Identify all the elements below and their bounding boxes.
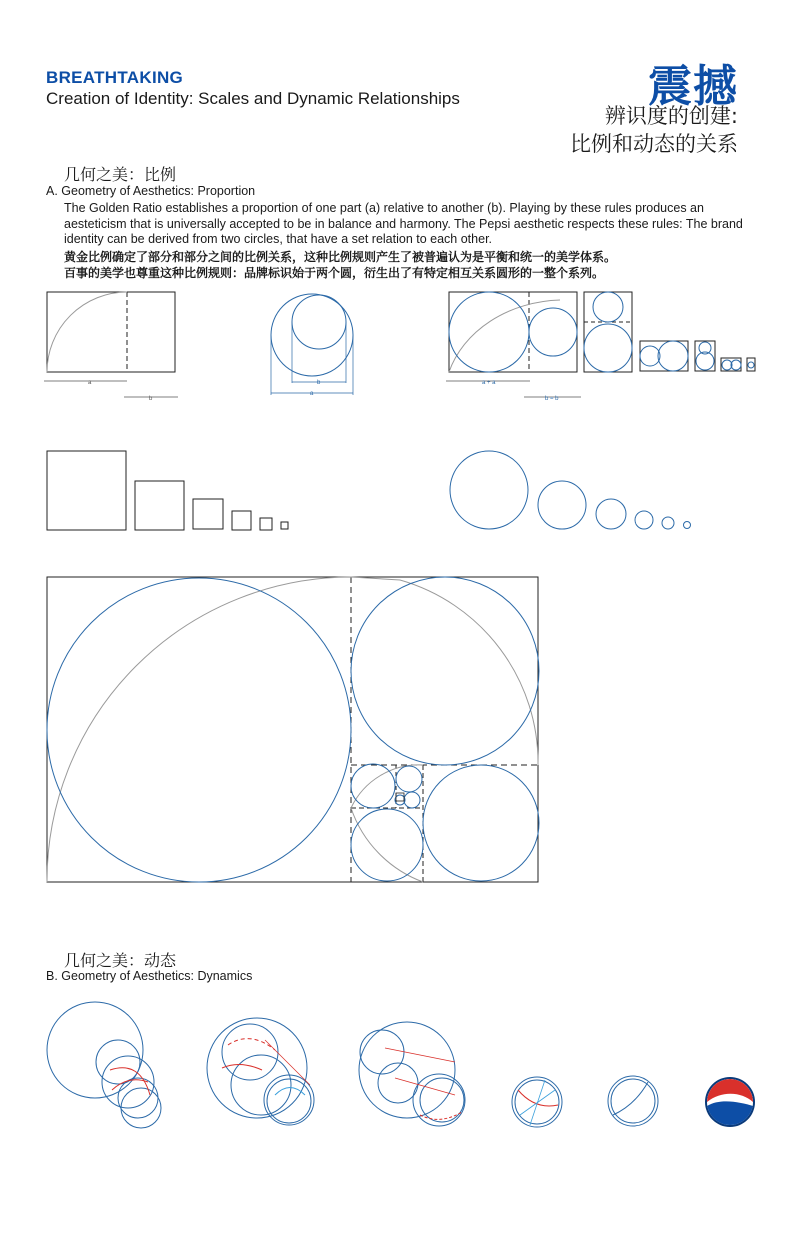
two-circles-diagram [271,294,353,397]
inner-circle [292,295,346,349]
golden-rectangle [47,292,175,372]
golden-spiral-construction [47,577,539,882]
pepsi-globe-icon [704,1076,756,1128]
dynamics-step-5 [608,1076,658,1126]
golden-rectangle-diagram [44,292,178,402]
medium-circle [351,577,539,765]
label-b: b [149,396,153,402]
large-golden-rectangle [47,577,538,882]
chinese-subtitle-line2: 比例和动态的关系 [570,132,738,156]
section-a-body-chinese-line2: 百事的美学也尊重这种比例规则：品牌标识始于两个圆，衍生出了有特定相互关系圆形的一整个系列。 [64,266,605,280]
dynamics-step-1 [47,1002,161,1128]
chinese-subtitle-line1: 辨识度的创建: [604,104,738,128]
label-a-circle: a [310,391,314,397]
dynamics-step-3 [359,1022,465,1126]
dynamics-step-4 [512,1077,562,1127]
section-b-chinese-title: 几何之美：动态 [64,951,177,970]
section-a-chinese-title: 几何之美：比例 [64,165,177,184]
diminishing-squares [47,451,288,530]
golden-arc [47,292,127,372]
section-a-body-chinese-line1: 黄金比例确定了部分和部分之间的比例关系，这种比例规则产生了被普遍认为是平衡和统一的美学体系。 [64,250,617,264]
section-a-body: The Golden Ratio establishes a proportion of one part (a) relative to another (b). Playing by these rules produces an aesteticism that is universally accepted to be in balance and harmony. The Pepsi aesthetic respects these rules: The brand identity can be derived from two circles, that have a set relation to each other. [64,201,743,246]
page-subtitle: Creation of Identity: Scales and Dynamic Relationships [46,89,460,108]
large-circle [47,578,351,882]
label-a: a [88,380,92,386]
label-b-circle: b [317,380,321,386]
section-a-title: A. Geometry of Aesthetics: Proportion [46,184,256,198]
golden-circles-sequence [446,292,755,402]
diminishing-circles [450,451,691,529]
brand-title: BREATHTAKING [46,68,184,87]
label-a-plus-a: a + a [482,380,496,386]
chinese-title: 震撼 [648,61,738,112]
dynamics-step-2 [207,1018,314,1125]
label-b-eq-b: b = b [545,396,559,402]
section-b-title: B. Geometry of Aesthetics: Dynamics [46,969,253,983]
